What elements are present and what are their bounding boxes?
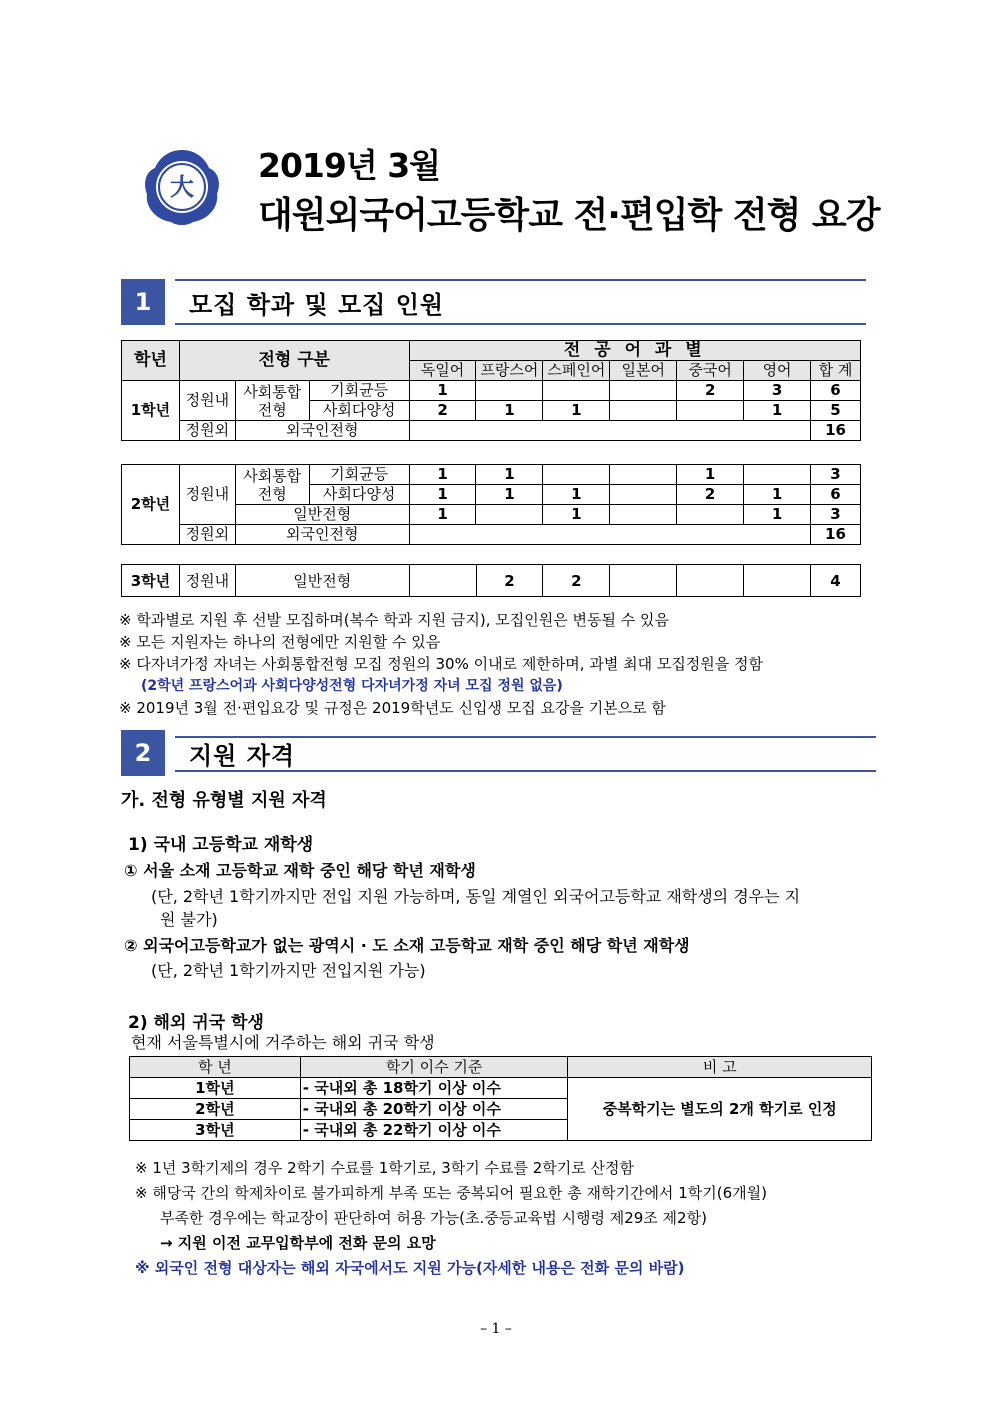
quota-out-cell: 정원외: [179, 421, 235, 441]
criteria-cell: - 국내외 총 20학기 이상 이수: [300, 1099, 568, 1120]
grade-cell: 2학년: [122, 465, 180, 545]
grade-cell: 3학년: [130, 1120, 301, 1141]
grade-cell: 1학년: [130, 1078, 301, 1099]
type-cell: 일반전형: [235, 505, 409, 525]
lang-col: 일본어: [610, 361, 677, 381]
total-cell: 4: [810, 565, 860, 597]
total-cell: 6: [810, 485, 860, 505]
section-title: 모집 학과 및 모집 인원: [189, 291, 445, 319]
domestic-item-2-note: (단, 2학년 1학기까지만 전입지원 가능): [151, 961, 426, 980]
value-cell: 1: [409, 381, 476, 401]
value-cell: 3: [744, 381, 811, 401]
lang-col: 스페인어: [543, 361, 610, 381]
value-cell: [610, 565, 677, 597]
value-cell: 2: [677, 381, 744, 401]
value-cell: [543, 465, 610, 485]
quota-out-cell: 정원외: [179, 525, 235, 545]
header-languages: 전 공 어 과 별: [409, 341, 860, 361]
divider: [175, 770, 876, 772]
quota-table-grade3: [121, 564, 861, 597]
divider: [175, 323, 866, 325]
page-title: 대원외국어고등학교 전·편입학 전형 요강: [258, 195, 880, 236]
total-cell: 5: [811, 401, 861, 421]
logo-text: 大: [170, 173, 194, 201]
value-cell: [610, 505, 677, 525]
quota-in-cell: 정원내: [179, 381, 235, 421]
criteria-cell: - 국내외 총 22학기 이상 이수: [300, 1120, 568, 1141]
total-cell: 16: [810, 525, 860, 545]
value-cell: [744, 465, 811, 485]
value-cell: [476, 505, 543, 525]
header-type: 전형 구분: [179, 341, 409, 381]
grade-cell: 3학년: [122, 565, 180, 597]
sub-heading: 가. 전형 유형별 지원 자격: [121, 790, 327, 811]
domestic-item-1-note: 원 불가): [160, 910, 218, 929]
header-criteria: 학기 이수 기준: [300, 1057, 568, 1078]
type-cell: 기회균등: [309, 465, 409, 485]
total-cell: 16: [811, 421, 861, 441]
value-cell: [610, 465, 677, 485]
quota-in-cell: 정원내: [179, 465, 235, 525]
value-cell: 2: [476, 565, 543, 597]
note: ※ 학과별로 지원 후 선발 모집하며(복수 학과 지원 금지), 모집인원은 변동될 수 있음: [119, 611, 669, 629]
page-number: – 1 –: [480, 1321, 512, 1337]
value-cell: 2: [543, 565, 610, 597]
lang-col: 중국어: [677, 361, 744, 381]
overseas-description: 현재 서울특별시에 거주하는 해외 귀국 학생: [131, 1033, 435, 1052]
value-cell: 1: [744, 401, 811, 421]
lang-col: 합 계: [811, 361, 861, 381]
value-cell: [744, 565, 811, 597]
overseas-note-highlight: ※ 외국인 전형 대상자는 해외 자국에서도 지원 가능(자세한 내용은 전화 문의 바람): [135, 1259, 685, 1277]
social-type-cell: 사회통합 전형: [235, 381, 309, 421]
domestic-heading: 1) 국내 고등학교 재학생: [128, 835, 314, 855]
total-cell: 6: [811, 381, 861, 401]
section-title: 지원 자격: [189, 742, 296, 770]
overseas-note-highlight: → 지원 이전 교무입학부에 전화 문의 요망: [160, 1234, 436, 1252]
title-date: 2019년 3월: [258, 146, 441, 185]
value-cell: 1: [744, 485, 811, 505]
lang-col: 영어: [744, 361, 811, 381]
value-cell: [610, 401, 677, 421]
value-cell: [677, 565, 744, 597]
value-cell: 1: [476, 465, 543, 485]
semester-table: [129, 1056, 872, 1141]
value-cell: 1: [543, 401, 610, 421]
type-cell: 사회다양성: [309, 401, 409, 421]
domestic-item-1-note: (단, 2학년 1학기까지만 전입 지원 가능하며, 동일 계열인 외국어고등학교 재학생의 경우는 지: [151, 887, 801, 906]
total-cell: 3: [810, 465, 860, 485]
value-cell: 1: [476, 401, 543, 421]
header-remark: 비 고: [568, 1057, 872, 1078]
value-cell: 1: [543, 485, 610, 505]
value-cell: 2: [677, 485, 744, 505]
overseas-note: 부족한 경우에는 학교장이 판단하여 허용 가능(초.중등교육법 시행령 제29조 제2항): [160, 1209, 707, 1227]
value-cell: [610, 485, 677, 505]
domestic-item-2: ② 외국어고등학교가 없는 광역시 · 도 소재 고등학교 재학 중인 해당 학년 재학생: [124, 936, 690, 955]
note: ※ 모든 지원자는 하나의 전형에만 지원할 수 있음: [119, 633, 441, 651]
value-cell: 1: [677, 465, 744, 485]
divider: [175, 279, 866, 281]
foreign-type-cell: 외국인전형: [235, 421, 409, 441]
total-cell: 3: [810, 505, 860, 525]
value-cell: 1: [744, 505, 811, 525]
lang-col: 프랑스어: [476, 361, 543, 381]
school-logo: [143, 148, 221, 226]
remark-cell: 중복학기는 별도의 2개 학기로 인정: [568, 1078, 872, 1141]
header-grade: 학년: [122, 341, 180, 381]
value-cell: 2: [409, 401, 476, 421]
note-highlight: (2학년 프랑스어과 사회다양성전형 다자녀가정 자녀 모집 정원 없음): [141, 678, 563, 694]
type-cell: 기회균등: [309, 381, 409, 401]
value-cell: [476, 381, 543, 401]
value-cell: [677, 401, 744, 421]
type-cell: 사회다양성: [309, 485, 409, 505]
social-type-cell: 사회통합 전형: [235, 465, 309, 505]
value-cell: 1: [543, 505, 610, 525]
note: ※ 다자녀가정 자녀는 사회통합전형 모집 정원의 30% 이내로 제한하며, 과별 최대 모집정원을 정함: [119, 655, 764, 673]
section-number: 1: [121, 279, 165, 325]
value-cell: 1: [409, 465, 476, 485]
domestic-item-1: ① 서울 소재 고등학교 재학 중인 해당 학년 재학생: [124, 861, 476, 880]
overseas-note: ※ 해당국 간의 학제차이로 불가피하게 부족 또는 중복되어 필요한 총 재학기간에서 1학기(6개월): [135, 1184, 767, 1202]
value-cell: 1: [409, 485, 476, 505]
quota-in-cell: 정원내: [179, 565, 235, 597]
value-cell: [543, 381, 610, 401]
value-cell: 1: [409, 505, 476, 525]
quota-table-grade1: [121, 340, 861, 441]
quota-table-grade2: [121, 464, 861, 545]
overseas-note: ※ 1년 3학기제의 경우 2학기 수료를 1학기로, 3학기 수료를 2학기로 산정함: [135, 1159, 635, 1177]
grade-cell: 2학년: [130, 1099, 301, 1120]
lang-col: 독일어: [409, 361, 476, 381]
note: ※ 2019년 3월 전·편입요강 및 규정은 2019학년도 신입생 모집 요강을 기본으로 함: [119, 699, 666, 717]
foreign-type-cell: 외국인전형: [235, 525, 409, 545]
section-1-header: [121, 279, 866, 325]
value-cell: [677, 505, 744, 525]
overseas-heading: 2) 해외 귀국 학생: [128, 1013, 264, 1033]
header-grade: 학 년: [130, 1057, 301, 1078]
criteria-cell: - 국내외 총 18학기 이상 이수: [300, 1078, 568, 1099]
value-cell: [610, 381, 677, 401]
section-number: 2: [121, 730, 165, 776]
type-cell: 일반전형: [235, 565, 409, 597]
section-2-header: [121, 730, 876, 776]
value-cell: 1: [476, 485, 543, 505]
value-cell: [409, 565, 476, 597]
grade-cell: 1학년: [122, 381, 180, 441]
